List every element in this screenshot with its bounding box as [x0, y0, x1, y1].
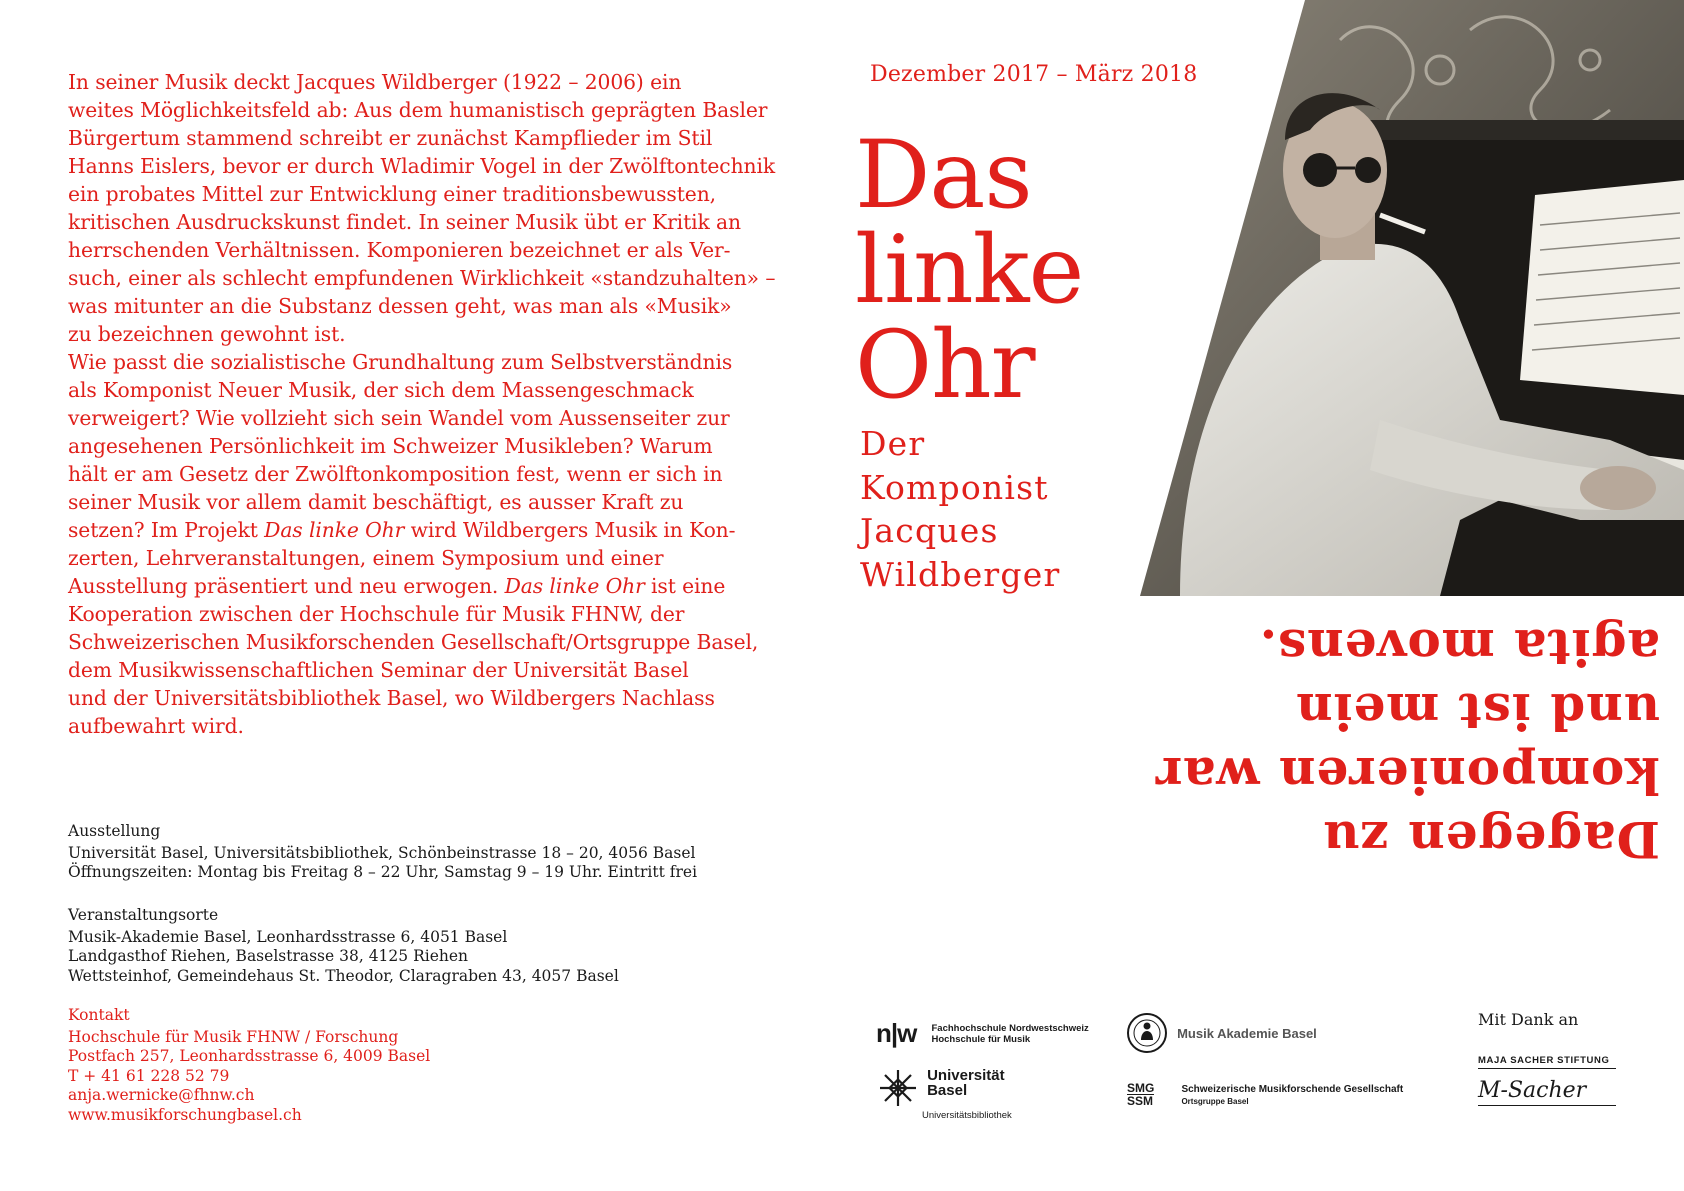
sacher-signature: M-Sacher — [1478, 1077, 1616, 1106]
subtitle-line: Jacques — [860, 511, 999, 550]
intro-line: dem Musikwissenschaftlichen Seminar der Universität Basel — [68, 658, 689, 682]
orte-line: Landgasthof Riehen, Baselstrasse 38, 4125 Riehen — [68, 947, 469, 965]
intro-line: als Komponist Neuer Musik, der sich dem Massengeschmack — [68, 378, 694, 402]
intro-line: setzen? Im Projekt Das linke Ohr wird Wildbergers Musik in Kon- — [68, 518, 736, 542]
quote-line: und ist mein — [1295, 682, 1660, 741]
ssm-mark: SSM — [1127, 1094, 1154, 1108]
date-range: Dezember 2017 – März 2018 — [870, 62, 1198, 87]
intro-line: Bürgertum stammend schreibt er zunächst Kampflieder im Stil — [68, 126, 713, 150]
akademie-name: Musik Akademie Basel — [1177, 1025, 1317, 1041]
fhnw-sub: Hochschule für Musik — [931, 1033, 1031, 1045]
intro-line: zu bezeichnen gewohnt ist. — [68, 322, 346, 346]
maja-sacher-logo[interactable] — [1478, 1055, 1616, 1106]
intro-line: ein probates Mittel zur Entwicklung einer traditionsbewussten, — [68, 182, 716, 206]
fhnw-logo[interactable] — [876, 1018, 1089, 1049]
ausstellung-block — [68, 822, 768, 883]
fhnw-name: Fachhochschule Nordwestschweiz — [931, 1022, 1089, 1034]
quote-line: agita movens. — [1258, 618, 1660, 677]
kontakt-phone: T + 41 61 228 52 79 — [68, 1066, 230, 1085]
intro-lines — [68, 68, 780, 516]
upside-down-quote — [1140, 615, 1660, 871]
orte-block — [68, 906, 768, 986]
ausstellung-hours: Öffnungszeiten: Montag bis Freitag 8 – 22 Uhr, Samstag 9 – 19 Uhr. Eintritt frei — [68, 863, 698, 881]
kontakt-address: Postfach 257, Leonhardsstrasse 6, 4009 Basel — [68, 1047, 431, 1065]
intro-line: aufbewahrt wird. — [68, 714, 244, 738]
pianist-photo — [1140, 0, 1684, 596]
intro-line: zerten, Lehrveranstaltungen, einem Symposium und einer — [68, 546, 664, 570]
intro-line: Wie passt die sozialistische Grundhaltung zum Selbstverständnis — [68, 350, 733, 374]
uni-basel-logo[interactable] — [878, 1068, 1012, 1121]
intro-line: Hanns Eislers, bevor er durch Wladimir Vogel in der Zwölftontechnik — [68, 154, 776, 178]
uni-basel-snowflake-icon — [878, 1068, 918, 1108]
kontakt-org: Hochschule für Musik FHNW / Forschung — [68, 1027, 399, 1046]
thanks-label: Mit Dank an — [1478, 1010, 1579, 1029]
title-line: linke — [855, 216, 1084, 325]
intro-line: weites Möglichkeitsfeld ab: Aus dem humanistisch geprägten Basler — [68, 98, 768, 122]
intro-line: angesehenen Persönlichkeit im Schweizer Musikleben? Warum — [68, 434, 713, 458]
smg-name: Schweizerische Musikforschende Gesellschaft — [1181, 1083, 1404, 1095]
quote-line: komponieren war — [1154, 746, 1660, 805]
intro-line: herrschenden Verhältnissen. Komponieren bezeichnet er als Ver- — [68, 238, 731, 262]
title-line: Das — [855, 121, 1032, 230]
uni-line1: Universität — [927, 1067, 1005, 1084]
musik-akademie-logo[interactable] — [1126, 1012, 1317, 1054]
smg-logo[interactable] — [1127, 1083, 1403, 1107]
fhnw-mark: n|w — [876, 1018, 917, 1048]
akademie-seal-icon — [1126, 1012, 1168, 1054]
kontakt-website[interactable]: www.musikforschungbasel.ch — [68, 1105, 302, 1124]
subtitle-line: Wildberger — [860, 554, 1061, 594]
intro-line: was mitunter an die Substanz dessen geht, was man als «Musik» — [68, 294, 732, 318]
intro-line: kritischen Ausdruckskunst findet. In seiner Musik übt er Kritik an — [68, 210, 741, 234]
kontakt-block — [68, 1006, 768, 1125]
ausstellung-address: Universität Basel, Universitätsbibliothek, Schönbeinstrasse 18 – 20, 4056 Basel — [68, 843, 696, 862]
intro-line: Schweizerischen Musikforschenden Gesellschaft/Ortsgruppe Basel, — [68, 630, 759, 654]
intro-line: such, einer als schlecht empfundenen Wirklichkeit «standzuhalten» – — [68, 266, 776, 290]
smg-mark: SMG — [1127, 1081, 1155, 1095]
uni-library: Universitätsbibliothek — [922, 1110, 1012, 1121]
orte-line: Wettsteinhof, Gemeindehaus St. Theodor, Claragraben 43, 4057 Basel — [68, 966, 619, 985]
page-title — [855, 121, 1084, 420]
intro-line: und der Universitätsbibliothek Basel, wo Wildbergers Nachlass — [68, 686, 715, 710]
subtitle — [860, 422, 1060, 596]
intro-line: hält er am Gesetz der Zwölftonkomposition fest, wenn er sich in — [68, 462, 723, 486]
subtitle-line: Der — [860, 424, 926, 463]
subtitle-line: Komponist — [860, 467, 1049, 507]
title-line: Ohr — [855, 311, 1035, 420]
sacher-name: MAJA SACHER STIFTUNG — [1478, 1055, 1616, 1069]
ausstellung-heading: Ausstellung — [68, 822, 161, 840]
quote-line: Dagegen zu — [1322, 810, 1660, 869]
orte-heading: Veranstaltungsorte — [68, 906, 219, 924]
smg-group: Ortsgruppe Basel — [1181, 1096, 1249, 1106]
kontakt-heading: Kontakt — [68, 1006, 130, 1024]
orte-line: Musik-Akademie Basel, Leonhardsstrasse 6, 4051 Basel — [68, 927, 508, 946]
intro-line: Ausstellung präsentiert und neu erwogen. Das linke Ohr ist eine — [68, 574, 726, 598]
intro-line: seiner Musik vor allem damit beschäftigt, es ausser Kraft zu — [68, 490, 684, 514]
intro-text — [68, 68, 780, 740]
intro-line: verweigert? Wie vollzieht sich sein Wandel vom Aussenseiter zur — [68, 406, 730, 430]
kontakt-email[interactable]: anja.wernicke@fhnw.ch — [68, 1086, 255, 1104]
intro-line: Kooperation zwischen der Hochschule für Musik FHNW, der — [68, 602, 685, 626]
intro-lines-end — [68, 600, 780, 740]
uni-line2: Basel — [927, 1082, 968, 1099]
intro-line: In seiner Musik deckt Jacques Wildberger (1922 – 2006) ein — [68, 70, 682, 94]
